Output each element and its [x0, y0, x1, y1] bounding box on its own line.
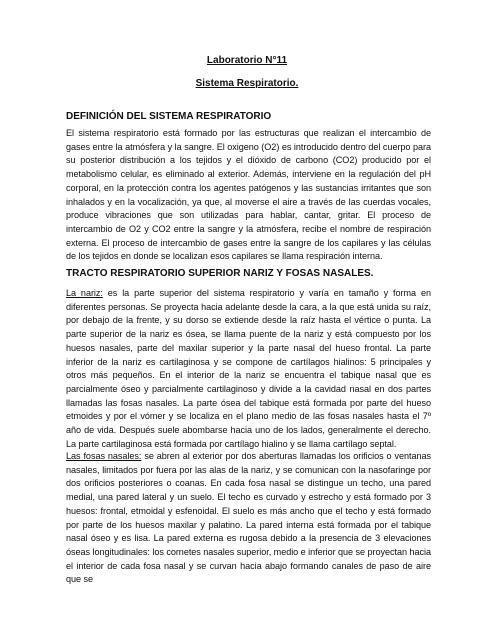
- paragraph-definicion: El sistema respiratorio está formado por las estructuras que realizan el intercambio de gases entre la atmósfera y la sangre. El oxigeno (O2) es introducido dentro del cuerpo para su posterior distribución a los tejidos y el dióxido de carbono (CO2) producido por el metabolismo celular, es eliminado al exterior. Además, interviene en la regulación del pH corporal, en la protección contra los agentes patógenos y las sustancias irritantes que son inhalados y en la vocalización, ya que, al moverse el aire a través de las cuerdas vocales, produce vibraciones que son utilizadas para hablar, cantar, gritar. El proceso de intercambio de O2 y CO2 entre la sangre y la atmósfera, recibe el nombre de respiración externa. El proceso de intercambio de gases entre la sangre de los capilares y las células de los tejidos en donde se localizan esos capilares se llama respiración interna.: [66, 128, 431, 262]
- section-heading-tracto: TRACTO RESPIRATORIO SUPERIOR NARIZ Y FOSAS NASALES.: [66, 268, 374, 279]
- section-heading-definicion: DEFINICIÓN DEL SISTEMA RESPIRATORIO: [66, 111, 272, 122]
- document-title: Laboratorio N°11: [206, 55, 288, 66]
- nariz-label: La nariz:: [66, 288, 103, 298]
- fosas-text: se abren al exterior por dos aberturas llamadas los orificios o ventanas nasales, limitados por fuera por las alas de la nariz, y se comunican con la nasofaringe por dos orificios posteriores o coanas. En cada fosa nasal se distingue un techo, una pared medial, una pared lateral y un suelo. El techo es curvado y estrecho y está formado por 3 huesos: frontal, etmoidal y esfenoidal. El suelo es más ancho que el techo y está formado por parte de los huesos maxilar y palatino. La pared interna está formada por el tabique nasal óseo y es lisa. La pared externa es rugosa debido a la presencia de 3 elevaciones óseas longitudinales: los cornetes nasales superior, medio e inferior que se proyectan hacia el interior de cada fosa nasal y se curvan hacia abajo formando canales de paso de aire que se: [66, 451, 432, 585]
- paragraph-fosas-nasales: [66, 450, 431, 587]
- document-subtitle: Sistema Respiratorio.: [195, 78, 299, 89]
- nariz-text: es la parte superior del sistema respiratorio y varía en tamaño y forma en diferentes personas. Se proyecta hacia adelante desde la cara, a la que está unida su raíz, por debajo de la frente, y su dorso se extiende desde la raíz hasta el vértice o punta. La parte superior de la nariz es ósea, se llama puente de la nariz y está compuesto por los huesos nasales, parte del maxilar superior y la parte nasal del hueso frontal. La parte inferior de la nariz es cartilaginosa y se compone de cartílagos hialinos: 5 principales y otros más pequeños. En el interior de la nariz se encuentra el tabique nasal que es parcialmente óseo y parcialmente cartilaginoso y divide a la cavidad nasal en dos partes llamadas las fosas nasales. La parte ósea del tabique está formada por parte del hueso etmoides y por el vómer y se localiza en el plano medio de las fosas nasales hasta el 7º año de vida. Después suele abombarse hacia uno de los lados, generalmente el derecho. La parte cartilaginosa está formada por cartílago hialino y se llama cartílago septal.: [66, 288, 431, 449]
- fosas-label: Las fosas nasales:: [66, 451, 142, 461]
- paragraph-nariz: [66, 287, 431, 451]
